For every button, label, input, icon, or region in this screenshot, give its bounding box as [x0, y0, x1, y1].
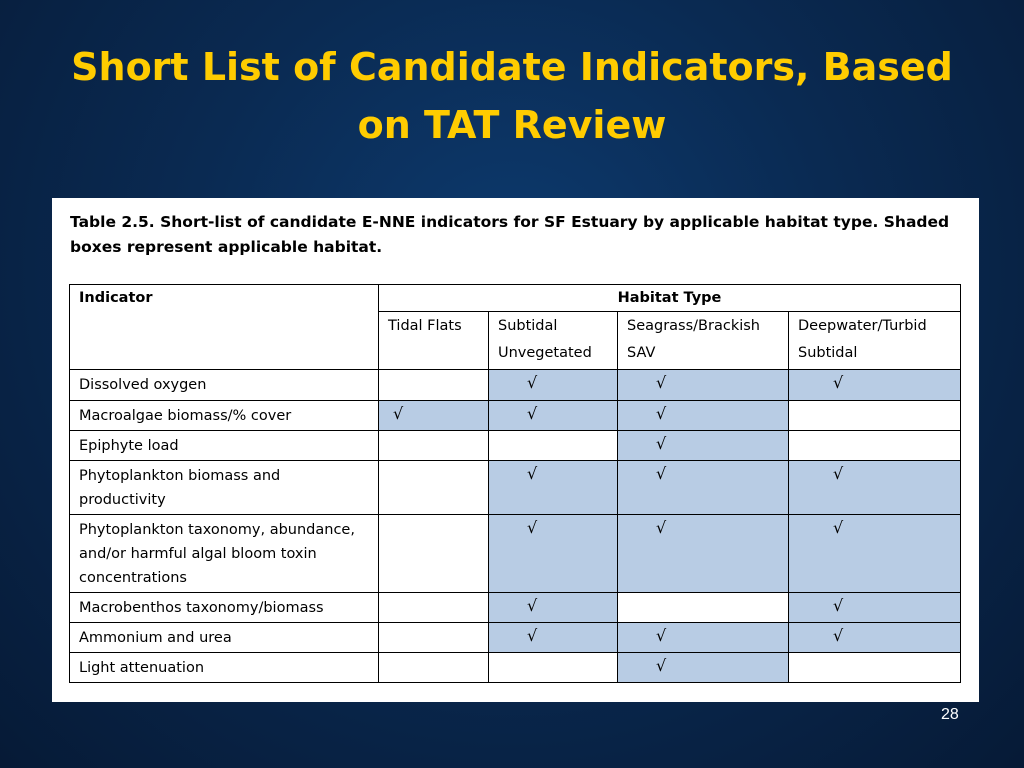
- indicator-cell: Macrobenthos taxonomy/biomass: [70, 593, 379, 623]
- habitat-cell: [379, 623, 489, 653]
- applicable-habitat-cell: [489, 401, 618, 431]
- habitat-cell: [618, 593, 789, 623]
- table-caption: Table 2.5. Short-list of candidate E-NNE indicators for SF Estuary by applicable habitat type. Shaded boxes represent applicable habitat.: [70, 213, 950, 256]
- table-figure: [52, 198, 979, 702]
- habitat-cell: [789, 431, 961, 461]
- check-mark-icon: √: [527, 626, 538, 645]
- habitat-cell: [489, 431, 618, 461]
- check-mark-icon: √: [833, 596, 844, 615]
- habitat-cell: [379, 653, 489, 683]
- check-mark-icon: √: [833, 464, 844, 483]
- check-mark-icon: √: [656, 404, 667, 423]
- habitat-cell: [489, 653, 618, 683]
- check-mark-icon: √: [656, 626, 667, 645]
- table-row: [70, 461, 961, 515]
- check-mark-icon: √: [527, 518, 538, 537]
- indicator-header: Indicator: [70, 285, 379, 370]
- applicable-habitat-cell: [618, 623, 789, 653]
- habitat-cell: [379, 370, 489, 401]
- indicator-cell: Light attenuation: [70, 653, 379, 683]
- applicable-habitat-cell: [789, 461, 961, 515]
- check-mark-icon: √: [656, 518, 667, 537]
- table-row: [70, 593, 961, 623]
- check-mark-icon: √: [527, 596, 538, 615]
- check-mark-icon: √: [527, 404, 538, 423]
- column-header: Tidal Flats: [379, 312, 489, 370]
- indicator-cell: Epiphyte load: [70, 431, 379, 461]
- column-header: Seagrass/Brackish SAV: [618, 312, 789, 370]
- applicable-habitat-cell: [789, 593, 961, 623]
- page-number: 28: [941, 706, 959, 723]
- slide-title: Short List of Candidate Indicators, Based on TAT Review: [71, 45, 953, 147]
- table-row: [70, 653, 961, 683]
- check-mark-icon: √: [527, 373, 538, 392]
- applicable-habitat-cell: [618, 653, 789, 683]
- table-row: [70, 431, 961, 461]
- indicator-cell: Phytoplankton biomass and productivity: [70, 461, 379, 515]
- applicable-habitat-cell: [618, 431, 789, 461]
- applicable-habitat-cell: [789, 370, 961, 401]
- applicable-habitat-cell: [489, 461, 618, 515]
- applicable-habitat-cell: [789, 515, 961, 593]
- check-mark-icon: √: [656, 464, 667, 483]
- check-mark-icon: √: [527, 464, 538, 483]
- table-row: [70, 401, 961, 431]
- check-mark-icon: √: [833, 626, 844, 645]
- applicable-habitat-cell: [618, 515, 789, 593]
- applicable-habitat-cell: [489, 370, 618, 401]
- applicable-habitat-cell: [789, 623, 961, 653]
- habitat-cell: [379, 593, 489, 623]
- check-mark-icon: √: [656, 434, 667, 453]
- check-mark-icon: √: [656, 656, 667, 675]
- applicable-habitat-cell: [489, 593, 618, 623]
- habitat-cell: [379, 461, 489, 515]
- applicable-habitat-cell: [618, 370, 789, 401]
- habitat-cell: [789, 401, 961, 431]
- column-header: Deepwater/Turbid Subtidal: [789, 312, 961, 370]
- habitat-cell: [789, 653, 961, 683]
- table-row: [70, 623, 961, 653]
- indicator-cell: Ammonium and urea: [70, 623, 379, 653]
- check-mark-icon: √: [656, 373, 667, 392]
- indicator-cell: Phytoplankton taxonomy, abundance, and/or harmful algal bloom toxin concentrations: [70, 515, 379, 593]
- applicable-habitat-cell: [489, 623, 618, 653]
- habitat-table: [69, 284, 961, 683]
- table-row: [70, 370, 961, 401]
- applicable-habitat-cell: [618, 401, 789, 431]
- applicable-habitat-cell: [618, 461, 789, 515]
- applicable-habitat-cell: [379, 401, 489, 431]
- habitat-cell: [379, 431, 489, 461]
- indicator-cell: Macroalgae biomass/% cover: [70, 401, 379, 431]
- applicable-habitat-cell: [489, 515, 618, 593]
- check-mark-icon: √: [393, 404, 404, 423]
- check-mark-icon: √: [833, 518, 844, 537]
- habitat-cell: [379, 515, 489, 593]
- column-header: Subtidal Unvegetated: [489, 312, 618, 370]
- table-row: [70, 515, 961, 593]
- indicator-cell: Dissolved oxygen: [70, 370, 379, 401]
- check-mark-icon: √: [833, 373, 844, 392]
- habitat-type-header: Habitat Type: [379, 285, 961, 312]
